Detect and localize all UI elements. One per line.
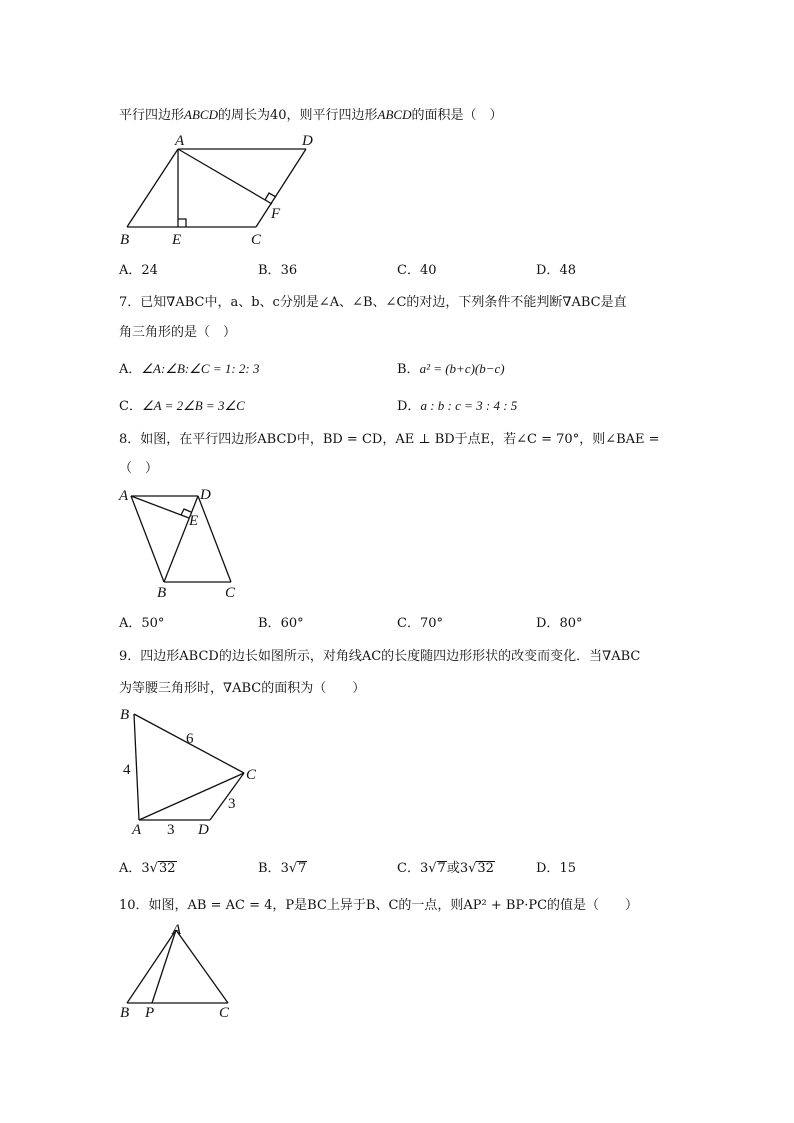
q9-stem-line1: 9．四边形ABCD的边长如图所示，对角线AC的长度随四边形形状的改变而变化．当∇ABC [119, 649, 641, 664]
q9-option-a[interactable]: A．3√32 [119, 861, 176, 876]
q8-option-b[interactable]: B．60° [258, 616, 304, 631]
q6-label-d: D [302, 133, 313, 149]
q6-option-c[interactable]: C．40 [397, 263, 437, 278]
q7-stem-line1: 7．已知∇ABC中，a、b、c分别是∠A、∠B、∠C的对边，下列条件不能判断∇ABC是直 [119, 295, 627, 310]
q6-label-c: C [251, 232, 262, 248]
q9-label-c: C [246, 767, 257, 783]
q6-stem-abcd2: ABCD [377, 107, 412, 122]
q10-label-c: C [219, 1005, 230, 1021]
q8-label-a: A [119, 488, 129, 504]
q9-stem-line2: 为等腰三角形时，∇ABC的面积为（ ） [119, 681, 366, 696]
q9-side-label-ab: 4 [123, 762, 131, 778]
q7-option-a[interactable]: A．∠A:∠B:∠C = 1: 2: 3 [119, 361, 260, 377]
q6-option-d[interactable]: D．48 [536, 263, 576, 278]
q6-stem-abcd1: ABCD [184, 107, 218, 122]
q10-label-p: P [145, 1005, 155, 1021]
q7-stem-line2: 角三角形的是（ ） [119, 325, 237, 340]
q10-side-ab [127, 930, 176, 1003]
q8-stem-line2: （ ） [119, 461, 159, 476]
q6-option-b[interactable]: B．36 [258, 263, 298, 278]
q9-label-b: B [120, 707, 130, 723]
q9-option-b[interactable]: B．3√7 [258, 861, 307, 876]
q10-segment-ap [152, 930, 176, 1003]
q8-option-a[interactable]: A．50° [119, 616, 165, 631]
q6-label-e: E [172, 232, 182, 248]
q8-label-b: B [157, 585, 167, 601]
q6-stem-num: 40 [269, 108, 287, 123]
q10-stem-line1: 10．如图，AB = AC = 4，P是BC上异于B、C的一点，则AP² + BP·PC的值是（ ） [119, 898, 639, 913]
q8-option-c[interactable]: C．70° [397, 616, 443, 631]
q6-stem-pre: 平行四边形 [119, 108, 185, 123]
q7-option-b[interactable]: B．a² = (b+c)(b−c) [397, 361, 505, 377]
q8-label-c: C [225, 585, 236, 601]
q6-stem-mid2: ，则平行四边形 [286, 108, 378, 123]
q10-side-ac [176, 930, 228, 1003]
q6-stem-mid: 的周长为 [217, 108, 270, 123]
q9-option-d[interactable]: D．15 [536, 861, 576, 876]
q9-side-label-bc: 6 [186, 731, 194, 747]
q6-label-f: F [271, 206, 281, 222]
q8-option-d[interactable]: D．80° [536, 616, 583, 631]
q6-label-b: B [120, 232, 130, 248]
q6-option-a[interactable]: A．24 [119, 263, 158, 278]
q6-stem-post: 的面积是（ ） [411, 108, 503, 123]
q9-side-label-ad: 3 [167, 822, 175, 838]
q8-stem-line1: 8．如图，在平行四边形ABCD中，BD = CD，AE ⊥ BD于点E，若∠C = 70°，则∠BAE = [119, 432, 660, 447]
q7-option-c[interactable]: C．∠A = 2∠B = 3∠C [119, 398, 245, 414]
q8-label-d: D [200, 487, 211, 503]
q10-label-b: B [120, 1005, 130, 1021]
q9-label-a: A [132, 822, 142, 838]
q8-label-e: E [189, 513, 199, 529]
q6-label-a: A [175, 133, 185, 149]
q9-label-d: D [198, 822, 209, 838]
q10-label-a: A [172, 922, 182, 938]
q9-side-label-dc: 3 [228, 796, 236, 812]
q9-option-c[interactable]: C．3√7或3√32 [397, 861, 494, 876]
q7-option-d[interactable]: D．a : b : c = 3 : 4 : 5 [397, 398, 518, 414]
